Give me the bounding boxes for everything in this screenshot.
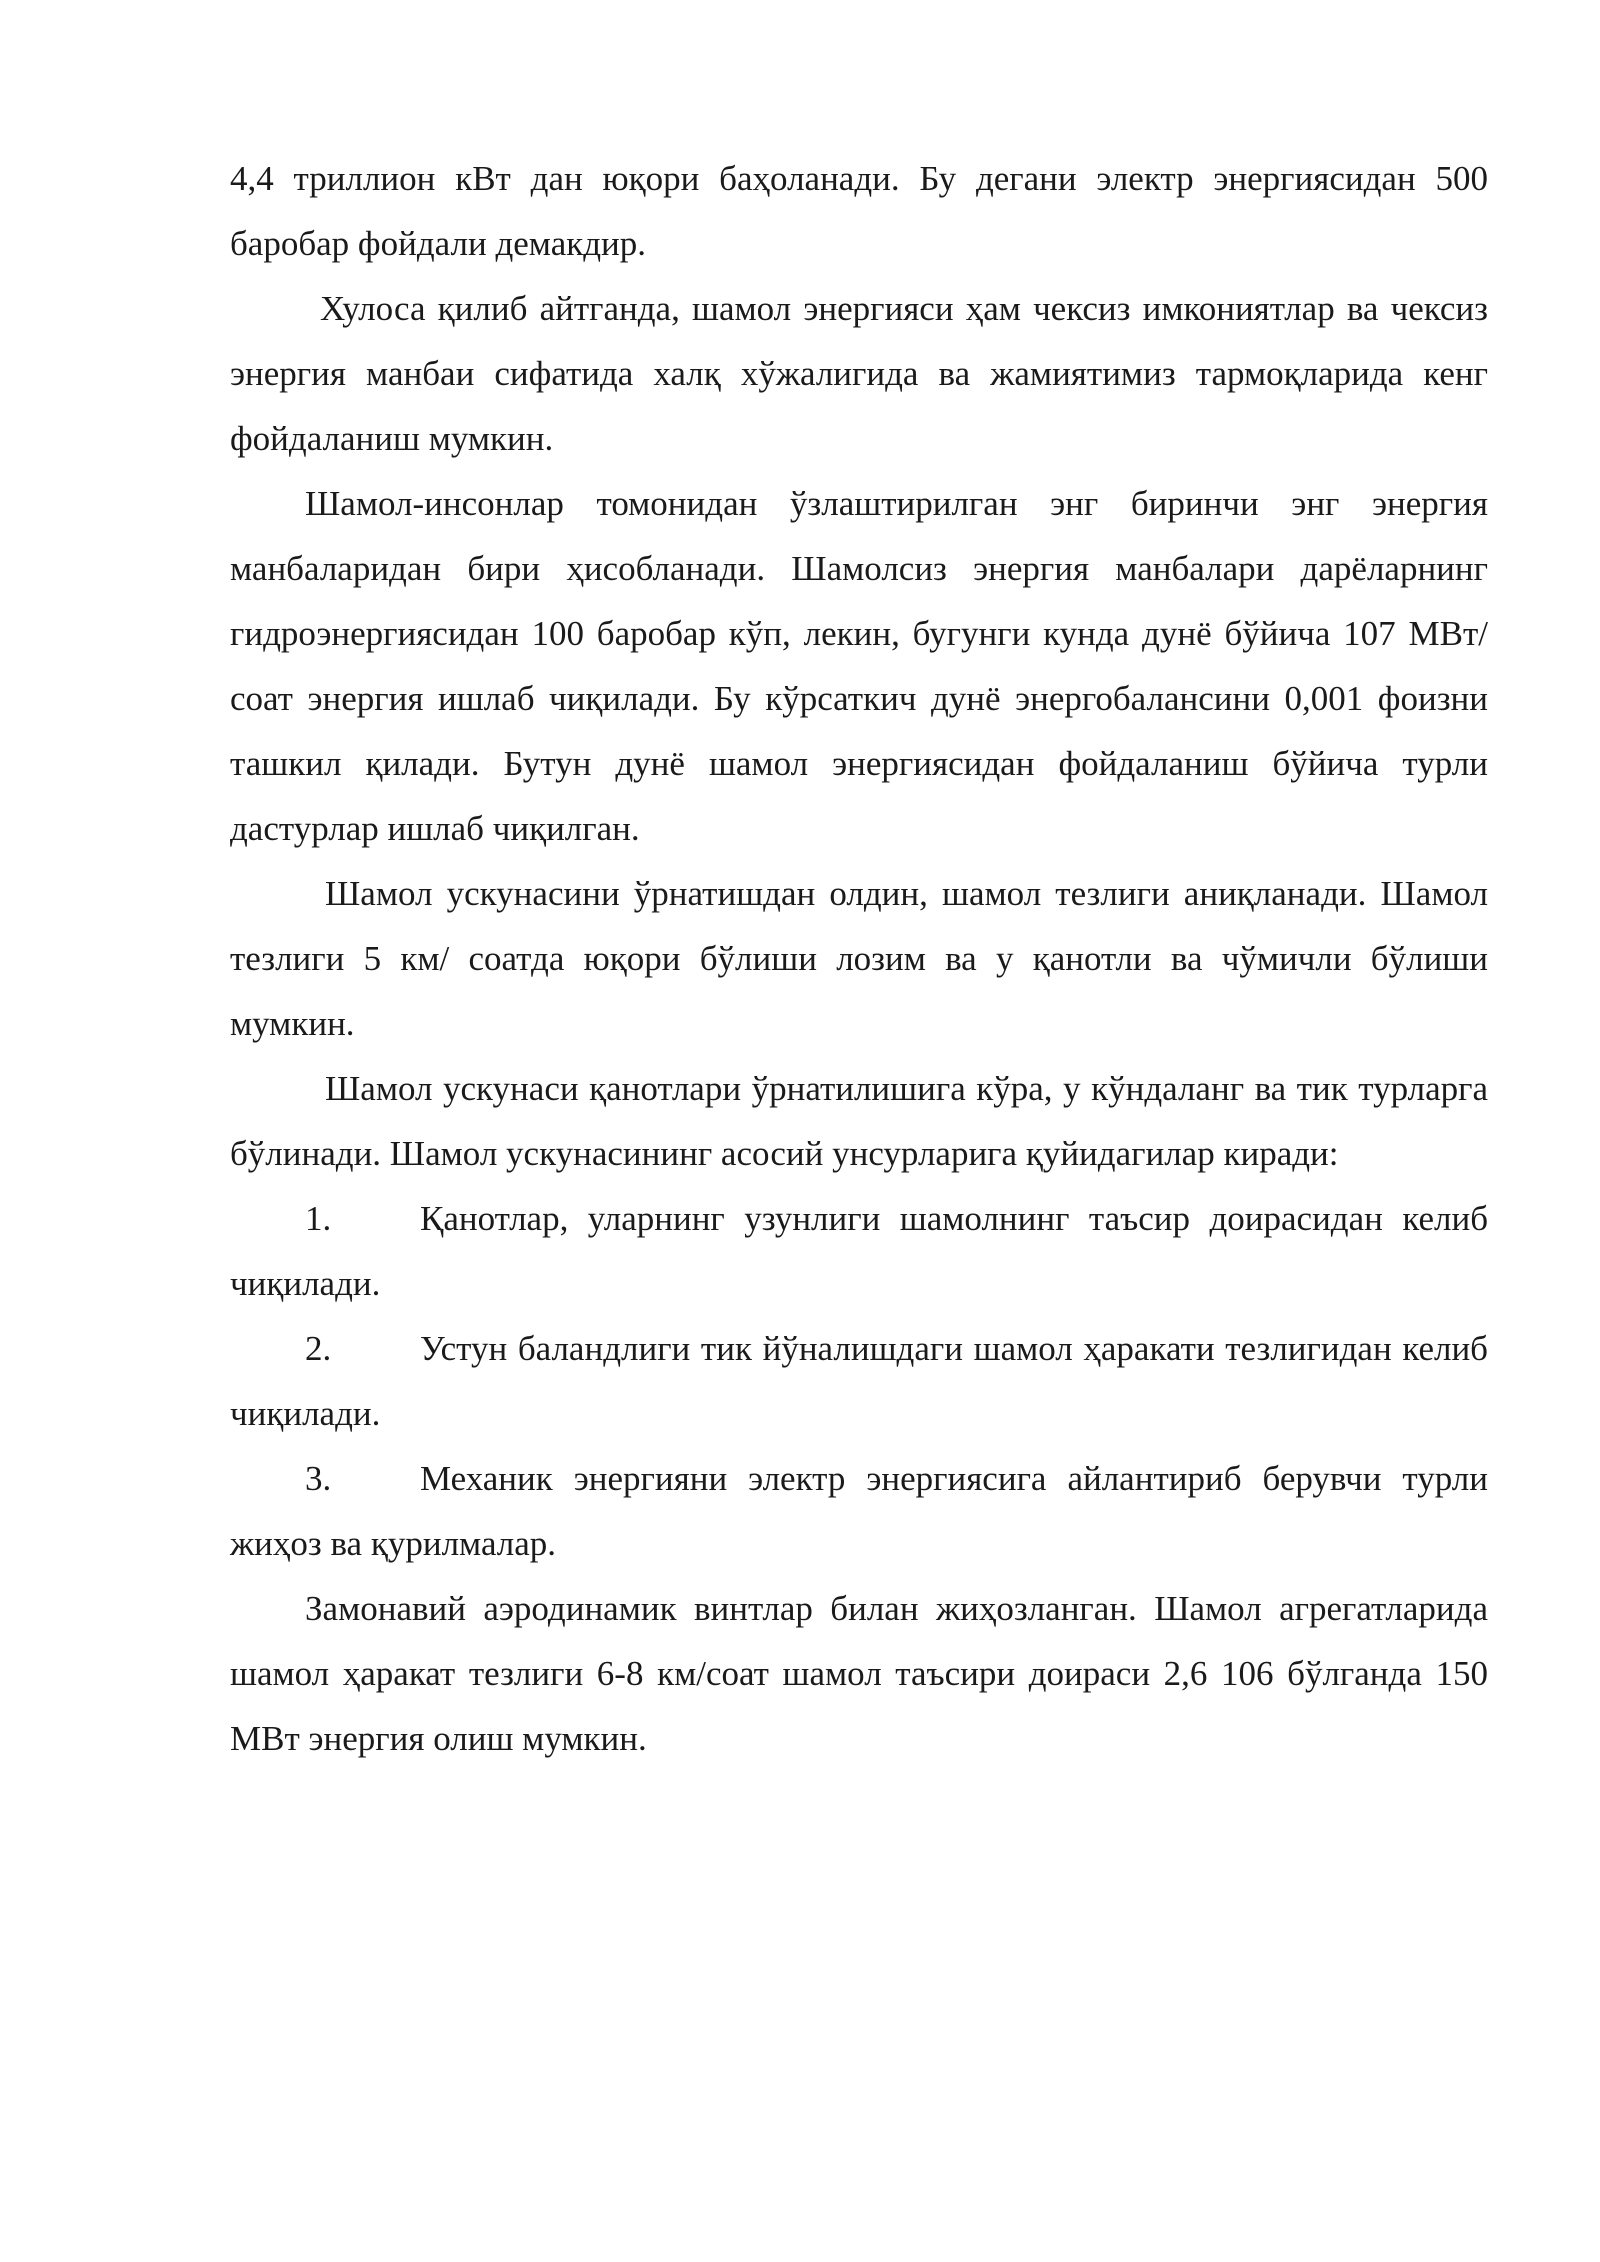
list-item	[230, 1186, 1488, 1316]
paragraph-1: 4,4 триллион кВт дан юқори баҳоланади. Бу дегани электр энергиясидан 500 баробар фойдали демакдир.	[230, 159, 1488, 263]
paragraph-4: Шамол ускунасини ўрнатишдан олдин, шамол тезлиги аниқланади. Шамол тезлиги 5 км/ соатда юқори бўлиши лозим ва у қанотли ва чўмичли бўлиши мумкин.	[230, 874, 1488, 1043]
list-item	[230, 1316, 1488, 1446]
list-item-number: 1.	[305, 1199, 332, 1238]
list-item-text: Қанотлар, уларнинг узунлиги шамолнинг таъсир доирасидан келиб чиқилади.	[230, 1199, 1488, 1303]
paragraph-5: Шамол ускунаси қанотлари ўрнатилишига кўра, у кўндаланг ва тик турларга бўлинади. Шамол ускунасининг асосий унсурларига қуйидагилар киради:	[230, 1069, 1488, 1173]
list-item-text: Механик энергияни электр энергиясига айлантириб берувчи турли жиҳоз ва қурилмалар.	[230, 1459, 1488, 1563]
list-item	[230, 1446, 1488, 1576]
list-item-text: Устун баландлиги тик йўналишдаги шамол ҳаракати тезлигидан келиб чиқилади.	[230, 1329, 1488, 1433]
paragraph-2: Хулоса қилиб айтганда, шамол энергияси ҳам чексиз имкониятлар ва чексиз энергия манбаи сифатида халқ хўжалигида ва жамиятимиз тармоқларида кенг фойдаланиш мумкин.	[230, 289, 1488, 458]
list-item-number: 2.	[305, 1329, 332, 1368]
numbered-list	[230, 1186, 1488, 1576]
list-item-number: 3.	[305, 1459, 332, 1498]
paragraph-3: Шамол-инсонлар томонидан ўзлаштирилган энг биринчи энг энергия манбаларидан бири ҳисобланади. Шамолсиз энергия манбалари дарёларнинг гидроэнергиясидан 100 баробар кўп, лекин, бугунги кунда дунё бўйича 107 МВт/соат энергия ишлаб чиқилади. Бу кўрсаткич дунё энергобалансини 0,001 фоизни ташкил қилади. Бутун дунё шамол энергиясидан фойдаланиш бўйича турли дастурлар ишлаб чиқилган.	[230, 484, 1488, 848]
closing-paragraph: Замонавий аэродинамик винтлар билан жиҳозланган. Шамол агрегатларида шамол ҳаракат тезлиги 6-8 км/соат шамол таъсири доираси 2,6 106 бўлганда 150 МВт энергия олиш мумкин.	[230, 1589, 1488, 1758]
document-page	[230, 146, 1488, 1771]
